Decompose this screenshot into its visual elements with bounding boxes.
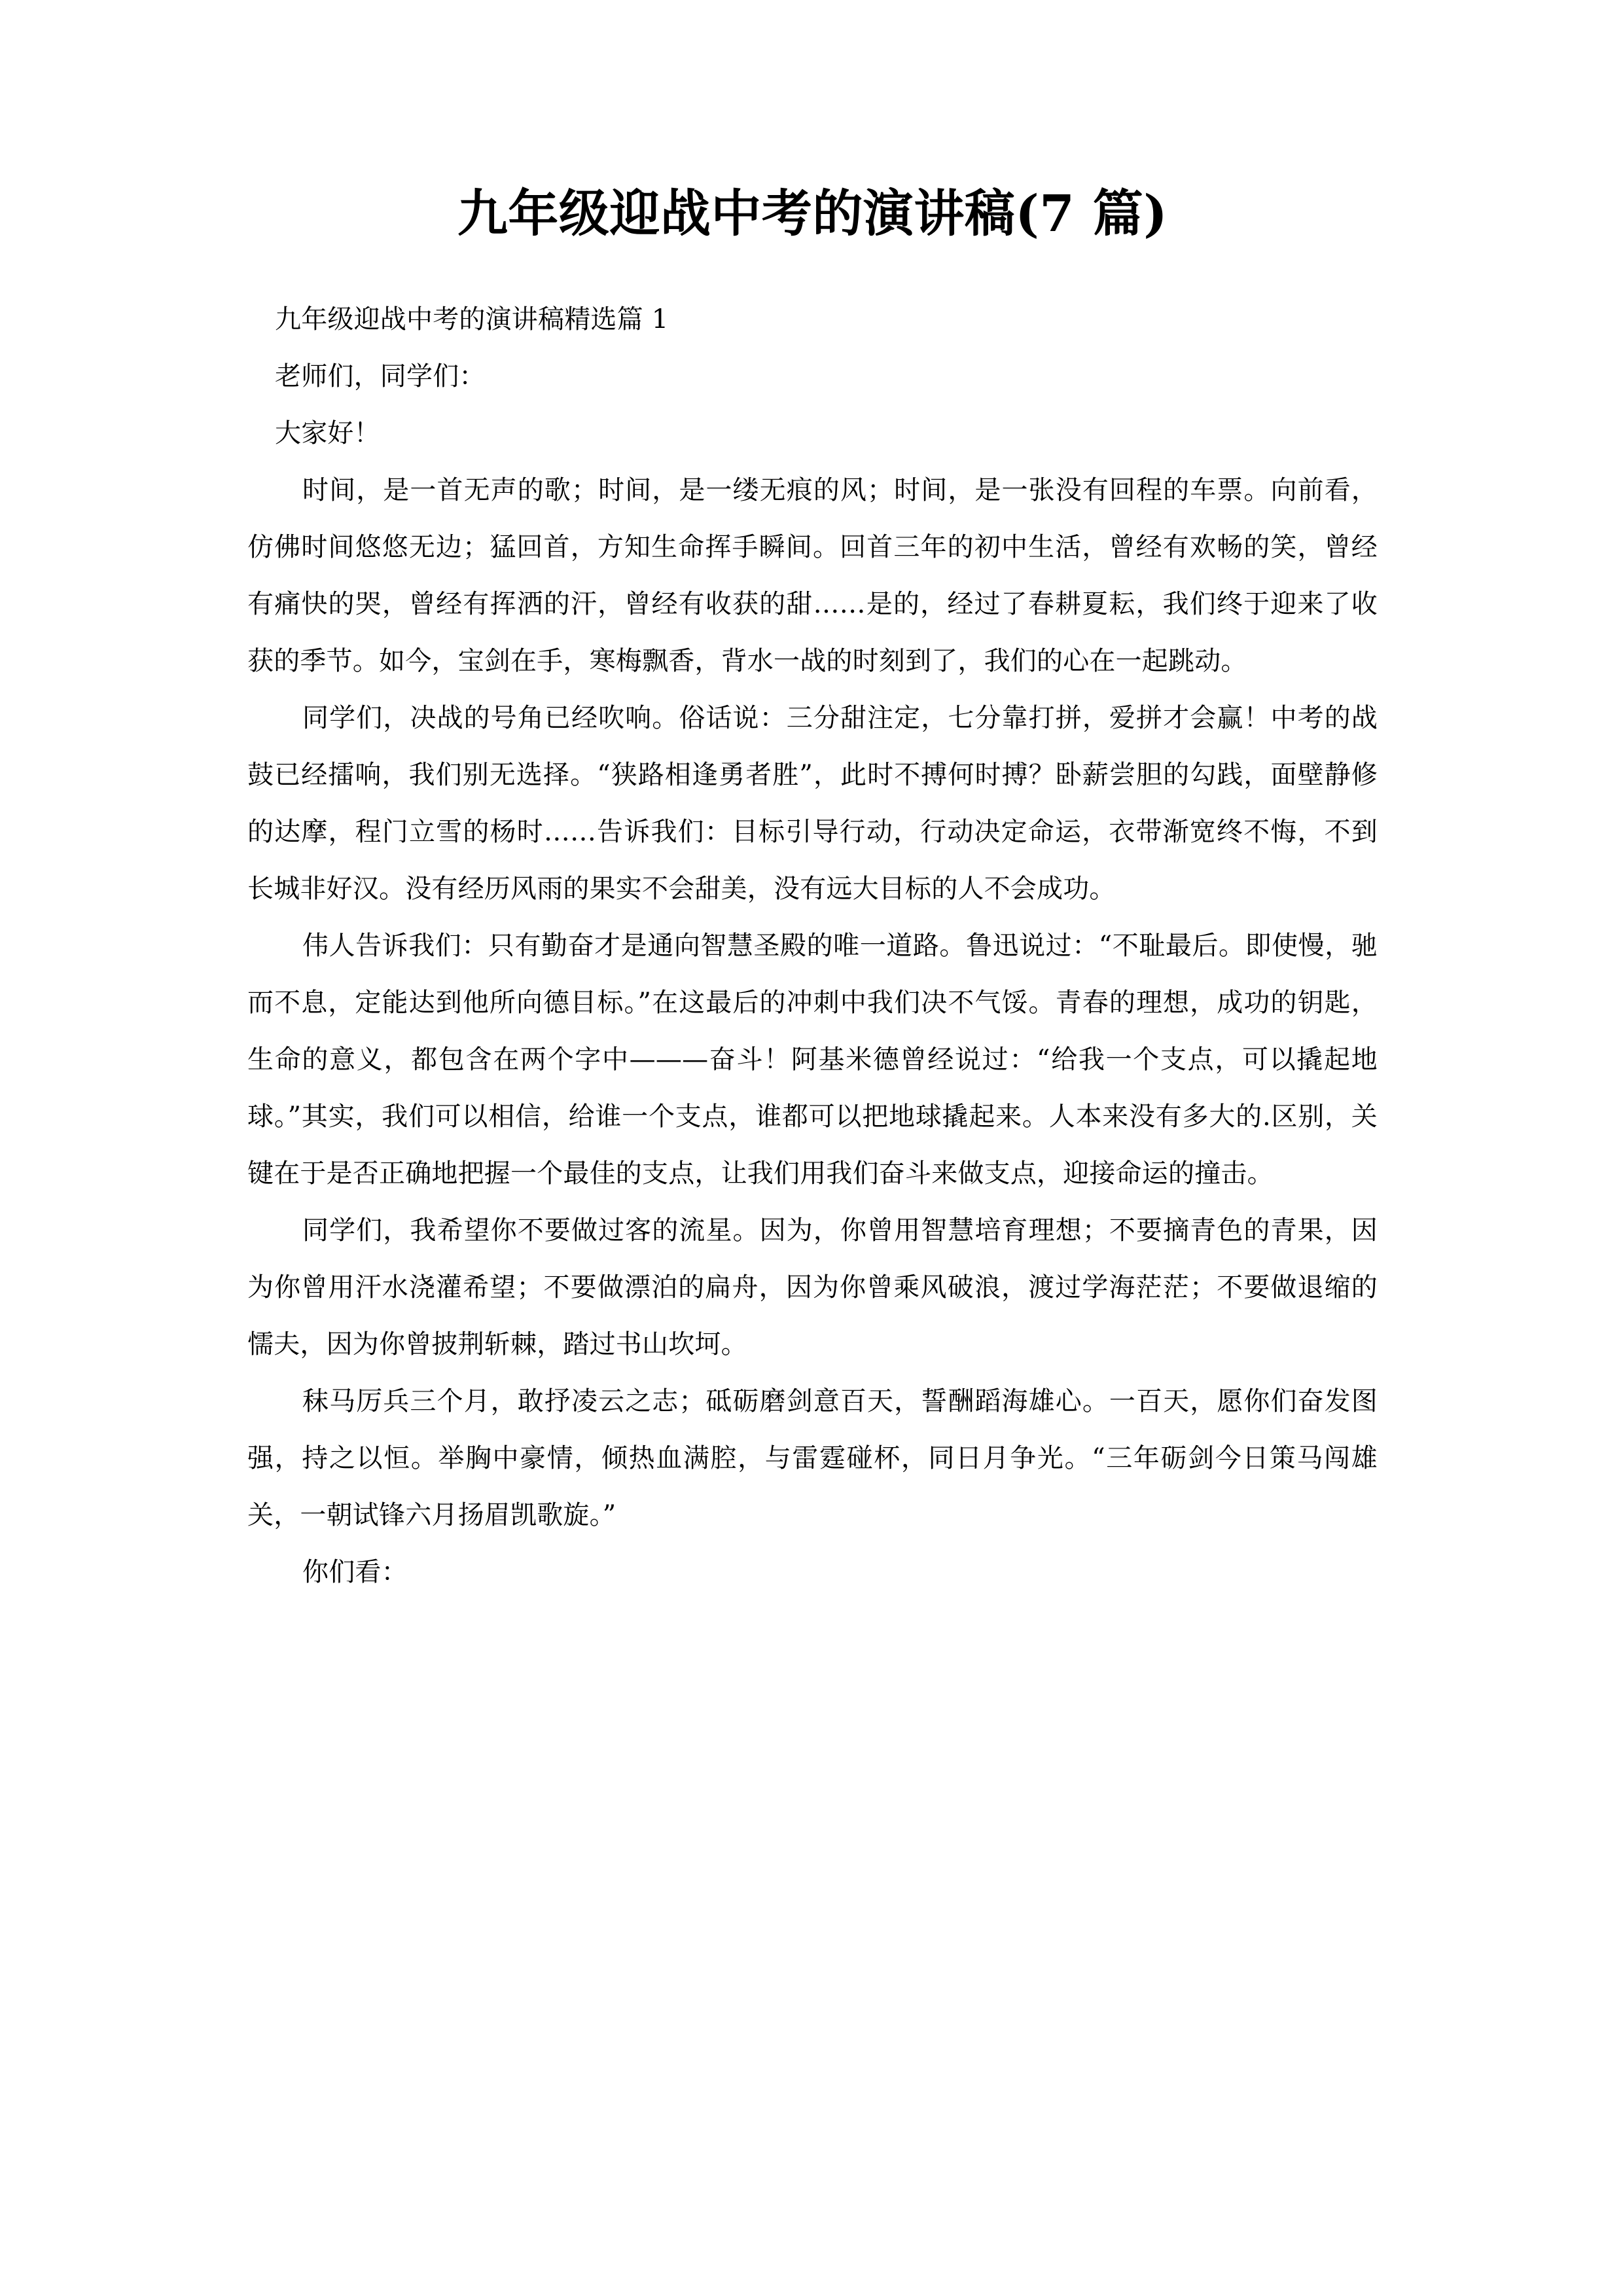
salutation-text: 老师们，同学们： bbox=[275, 361, 486, 391]
document-body bbox=[247, 291, 1378, 1601]
section-heading-text: 九年级迎战中考的演讲稿精选篇 1 bbox=[275, 304, 669, 334]
body-paragraph-1: 时间，是一首无声的歌；时间，是一缕无痕的风；时间，是一张没有回程的车票。向前看，仿佛时间悠悠无边；猛回首，方知生命挥手瞬间。回首三年的初中生活，曾经有欢畅的笑，曾经有痛快的哭，曾经有挥洒的汗，曾经有收获的甜……是的，经过了春耕夏耘，我们终于迎来了收获的季节。如今，宝剑在手，寒梅飘香，背水一战的时刻到了，我们的心在一起跳动。 bbox=[247, 475, 1378, 676]
body-paragraph-4: 同学们，我希望你不要做过客的流星。因为，你曾用智慧培育理想；不要摘青色的青果，因为你曾用汗水浇灌希望；不要做漂泊的扁舟，因为你曾乘风破浪，渡过学海茫茫；不要做退缩的懦夫，因为你曾披荆斩棘，踏过书山坎坷。 bbox=[247, 1215, 1378, 1359]
greeting-text: 大家好！ bbox=[275, 418, 380, 448]
body-paragraph-3: 伟人告诉我们：只有勤奋才是通向智慧圣殿的唯一道路。鲁迅说过：“不耻最后。即使慢，驰而不息，定能达到他所向德目标。”在这最后的冲刺中我们决不气馁。青春的理想，成功的钥匙，生命的意义，都包含在两个字中———奋斗！阿基米德曾经说过：“给我一个支点，可以撬起地球。”其实，我们可以相信，给谁一个支点，谁都可以把地球撬起来。人本来没有多大的.区别，关键在于是否正确地把握一个最佳的支点，让我们用我们奋斗来做支点，迎接命运的撞击。 bbox=[247, 930, 1378, 1189]
body-paragraph-6: 你们看： bbox=[302, 1556, 408, 1587]
page-title: 九年级迎战中考的演讲稿(7 篇) bbox=[457, 185, 1168, 243]
page-content bbox=[247, 0, 1378, 1601]
body-paragraph-5: 秣马厉兵三个月，敢抒凌云之志；砥砺磨剑意百天，誓酬蹈海雄心。一百天，愿你们奋发图强，持之以恒。举胸中豪情，倾热血满腔，与雷霆碰杯，同日月争光。“三年砺剑今日策马闯雄关，一朝试锋六月扬眉凯歌旋。” bbox=[247, 1386, 1378, 1530]
body-paragraph-2: 同学们，决战的号角已经吹响。俗话说：三分甜注定，七分靠打拼，爱拼才会赢！中考的战鼓已经擂响，我们别无选择。“狭路相逢勇者胜”，此时不搏何时搏？卧薪尝胆的勾践，面壁静修的达摩，程门立雪的杨时……告诉我们：目标引导行动，行动决定命运，衣带渐宽终不悔，不到长城非好汉。没有经历风雨的果实不会甜美，没有远大目标的人不会成功。 bbox=[247, 702, 1378, 904]
